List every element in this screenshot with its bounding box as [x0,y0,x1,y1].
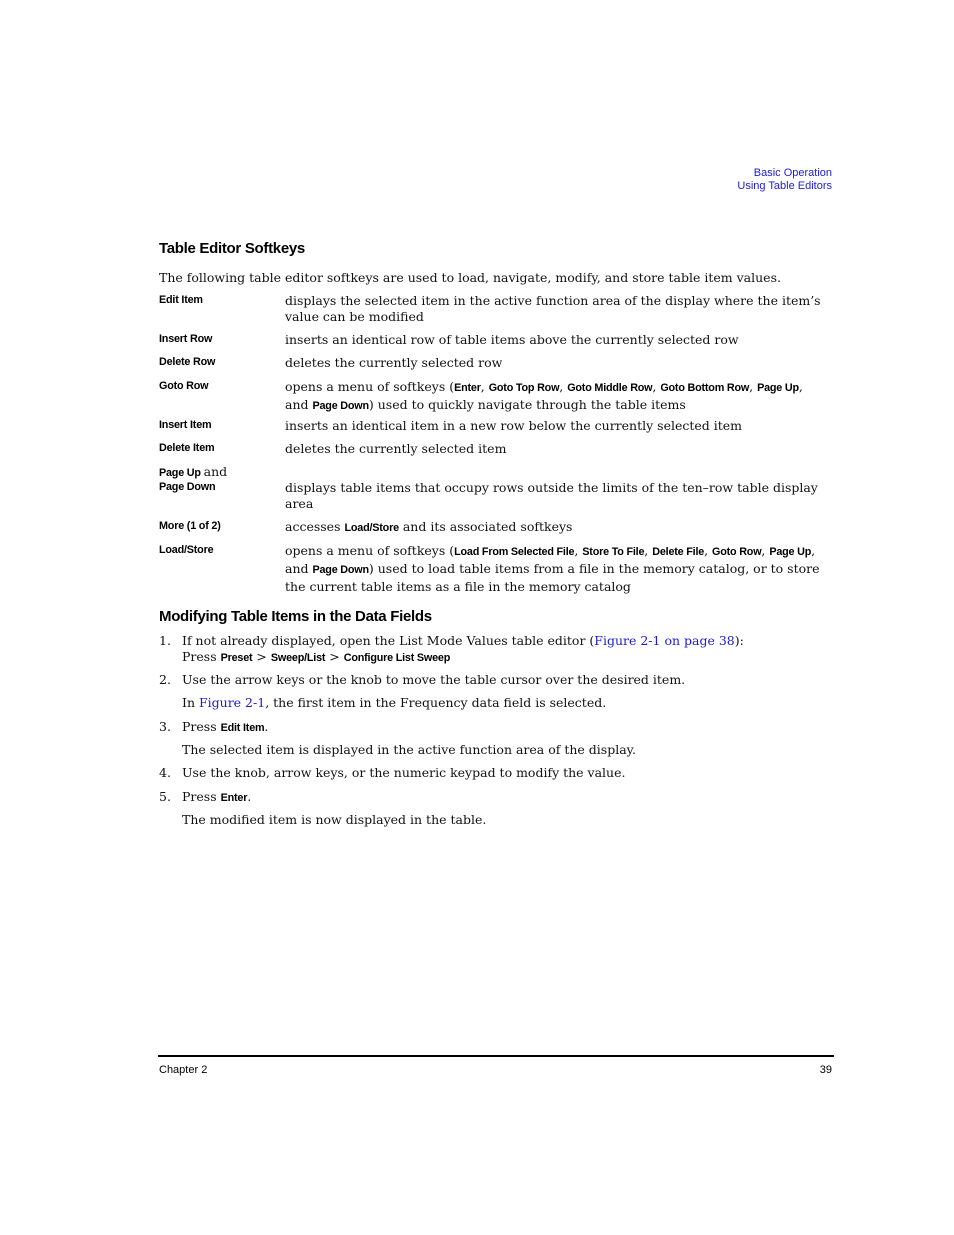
softkey-def-load-store: opens a menu of softkeys (Load From Selected File, Store To File, Delete File, Goto Row, Page Up, and Page Down) used to load table items from a file in the memory catalog, or to store the current table items as a file in the memory catalog [285,543,820,594]
footer-rule [158,1055,834,1057]
running-header [737,167,832,192]
step-1: If not already displayed, open the List Mode Values table editor (Figure 2-1 on page 38): Press Preset > Sweep/List > Configure List Sweep [182,633,744,664]
softkey-page-up-2: Page Up [769,546,812,558]
softkey-term-goto-row: Goto Row [159,380,209,392]
softkey-store-to-file: Store To File [582,546,645,558]
step-5-note: The modified item is now displayed in the table. [182,812,487,827]
softkey-load-from-selected-file: Load From Selected File [454,546,575,558]
softkey-page-down: Page Down [312,399,369,412]
softkey-load-store: Load/Store [344,522,399,534]
step-number-5: 5. [159,789,171,804]
figure-link-2-1[interactable]: Figure 2-1 [198,695,266,710]
key-configure-list-sweep: Configure List Sweep [343,651,451,664]
softkey-term-page-up: Page Up and [159,464,228,479]
step-number-2: 2. [159,672,171,687]
softkey-def-delete-row: deletes the currently selected row [285,355,503,370]
softkey-enter: Enter [454,382,481,394]
softkey-goto-top-row: Goto Top Row [488,382,560,394]
step-4: Use the knob, arrow keys, or the numeric keypad to modify the value. [182,765,626,780]
softkey-def-insert-item: inserts an identical item in a new row below the currently selected item [285,418,743,433]
softkey-term-delete-row: Delete Row [159,356,216,368]
section-heading-table-editor-softkeys: Table Editor Softkeys [159,240,305,257]
softkey-term-more: More (1 of 2) [159,520,221,532]
softkey-term-delete-item: Delete Item [159,442,215,454]
softkey-goto-row: Goto Row [712,546,762,558]
softkey-goto-bottom-row: Goto Bottom Row [660,382,750,394]
header-subsection-title: Using Table Editors [737,179,832,192]
figure-link-2-1-page-38[interactable]: Figure 2-1 on page 38 [594,633,735,648]
softkey-goto-middle-row: Goto Middle Row [567,382,653,394]
key-enter: Enter [220,792,248,804]
softkey-def-goto-row: opens a menu of softkeys (Enter, Goto Top Row, Goto Middle Row, Goto Bottom Row, Page Up, and Page Down) used to quickly navigate through the table items [285,379,803,412]
step-3: Press Edit Item. [182,719,269,734]
softkey-def-insert-row: inserts an identical row of table items above the currently selected row [285,332,739,347]
softkey-def-page-up-down: displays table items that occupy rows outside the limits of the ten–row table display area [285,480,818,511]
key-sweep-list: Sweep/List [270,651,326,664]
softkey-term-page-down: Page Down [159,481,216,493]
footer-page-number: 39 [819,1064,832,1076]
section-heading-modifying-table-items: Modifying Table Items in the Data Fields [159,608,432,625]
key-edit-item: Edit Item [220,722,265,734]
softkey-term-insert-row: Insert Row [159,333,213,345]
step-number-4: 4. [159,765,171,780]
section-intro: The following table editor softkeys are used to load, navigate, modify, and store table item values. [159,270,781,285]
softkey-term-load-store: Load/Store [159,544,214,556]
key-preset: Preset [220,651,253,664]
softkey-delete-file: Delete File [652,546,705,558]
step-number-1: 1. [159,633,171,648]
softkey-term-edit-item: Edit Item [159,294,203,306]
footer-chapter: Chapter 2 [159,1064,208,1076]
softkey-def-more: accesses Load/Store and its associated softkeys [285,519,573,534]
step-5: Press Enter. [182,789,252,804]
softkey-term-insert-item: Insert Item [159,419,212,431]
softkey-def-edit-item: displays the selected item in the active function area of the display where the item’s value can be modified [285,293,821,324]
step-2: Use the arrow keys or the knob to move the table cursor over the desired item. [182,672,686,687]
step-number-3: 3. [159,719,171,734]
softkey-page-up: Page Up [757,382,799,394]
step-2-note: In Figure 2-1, the first item in the Frequency data field is selected. [182,695,607,710]
header-section-title: Basic Operation [753,167,832,179]
softkey-page-down-2: Page Down [312,563,369,576]
softkey-def-delete-item: deletes the currently selected item [285,441,507,456]
step-3-note: The selected item is displayed in the active function area of the display. [182,742,637,757]
